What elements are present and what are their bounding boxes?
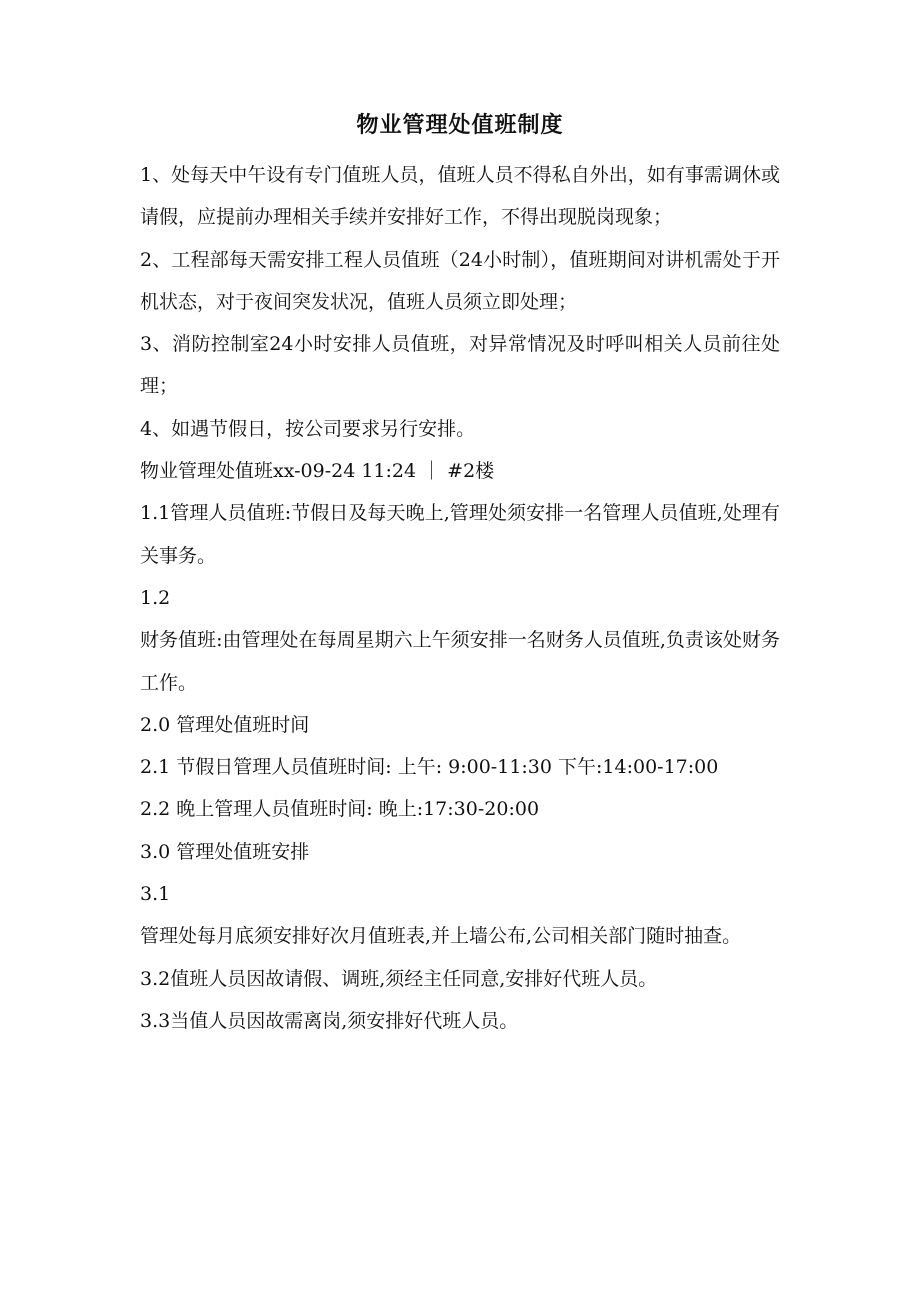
section-3-0-heading: 3.0 管理处值班安排 [140,840,310,863]
section-2-0-heading: 2.0 管理处值班时间 [140,713,310,736]
paragraph-rule-1: 1、处每天中午设有专门值班人员，值班人员不得私自外出，如有事需调休或请假，应提前办理相关手续并安排好工作，不得出现脱岗现象； [140,164,780,229]
paragraph-3-1: 管理处每月底须安排好次月值班表,并上墙公布,公司相关部门随时抽查。 [140,925,742,948]
paragraph-rule-4: 4、如遇节假日，按公司要求另行安排。 [140,417,476,440]
paragraph-1-2-number: 1.2 [140,586,171,609]
document-body [140,154,780,1042]
paragraph-2-1: 2.1 节假日管理人员值班时间: 上午: 9:00-11:30 下午:14:00-17:00 [140,756,719,779]
paragraph-2-2: 2.2 晚上管理人员值班时间: 晚上:17:30-20:00 [140,798,540,821]
paragraph-rule-3: 3、消防控制室24小时安排人员值班，对异常情况及时呼叫相关人员前往处理； [140,333,780,398]
document-title: 物业管理处值班制度 [356,113,564,138]
post-header: 物业管理处值班xx-09-24 11:24 ｜ #2楼 [140,460,495,483]
paragraph-3-2: 3.2值班人员因故请假、调班,须经主任同意,安排好代班人员。 [140,967,658,990]
paragraph-3-1-number: 3.1 [140,883,171,906]
paragraph-1-1: 1.1管理人员值班:节假日及每天晚上,管理处须安排一名管理人员值班,处理有关事务。 [140,502,780,567]
paragraph-1-2: 财务值班:由管理处在每周星期六上午须安排一名财务人员值班,负责该处财务工作。 [140,629,780,694]
paragraph-rule-2: 2、工程部每天需安排工程人员值班（24小时制），值班期间对讲机需处于开机状态，对于夜间突发状况，值班人员须立即处理； [140,248,780,313]
paragraph-3-3: 3.3当值人员因故需离岗,须安排好代班人员。 [140,1009,519,1032]
